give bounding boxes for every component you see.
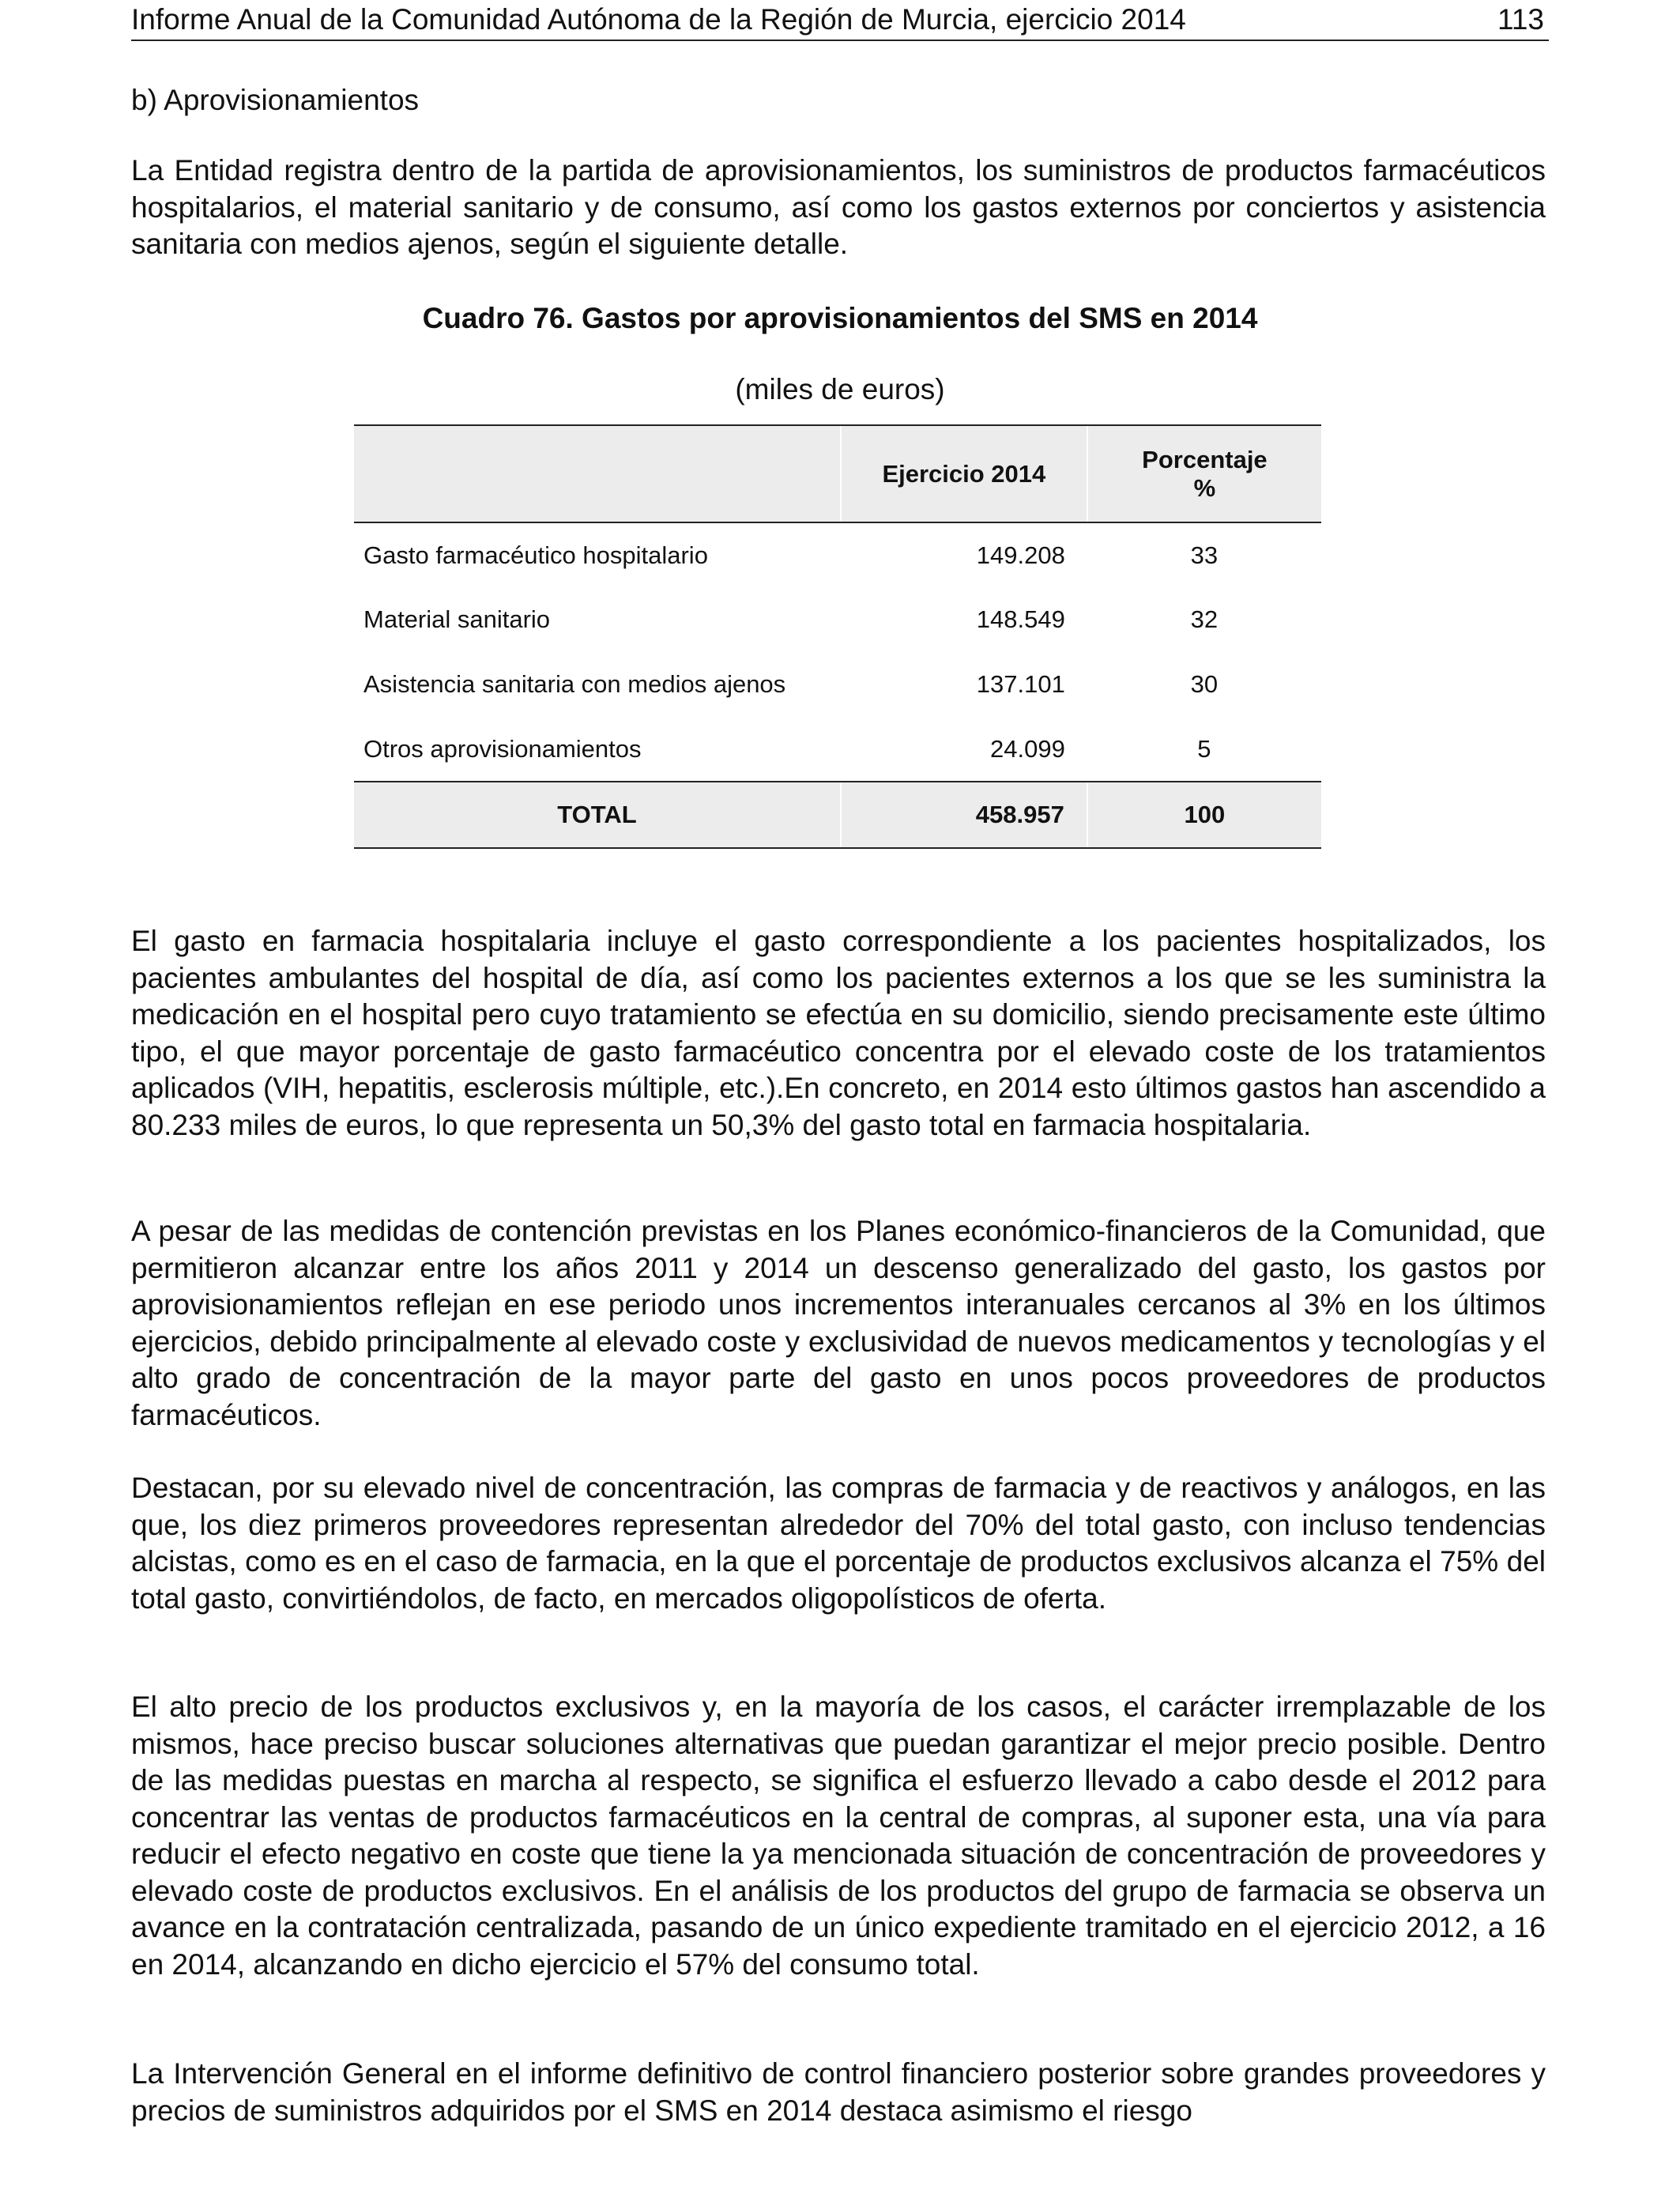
- table-row: [354, 522, 1321, 587]
- row-percentage: 30: [1190, 670, 1219, 698]
- row-percentage: 33: [1190, 541, 1219, 569]
- section-heading: b) Aprovisionamientos: [131, 84, 420, 116]
- total-amount: 458.957: [841, 782, 1087, 848]
- body-paragraph: El alto precio de los productos exclusivos y, en la mayoría de los casos, el carácter irremplazable de los mismos, hace preciso buscar soluciones alternativas que puedan garantizar el mejor precio posible. Dentro de las medidas puestas en marcha al respecto, se significa el esfuerzo llevado a cabo desde el 2012 para concentrar las ventas de productos farmacéuticos en la central de compras, al suponer esta, una vía para reducir el efecto negativo en coste que tiene la ya mencionada situación de concentración de proveedores y elevado coste de productos exclusivos. En el análisis de los productos del grupo de farmacia se observa un avance en la contratación centralizada, pasando de un único expediente tramitado en el ejercicio 2012, a 16 en 2014, alcanzando en dicho ejercicio el 57% del consumo total.: [131, 1691, 1546, 1981]
- row-amount: 24.099: [990, 734, 1065, 763]
- row-concept: Material sanitario: [363, 605, 551, 633]
- body-paragraph: La Intervención General en el informe definitivo de control financiero posterior sobre grandes proveedores y precios de suministros adquiridos por el SMS en 2014 destaca asimismo el riesgo: [131, 2057, 1546, 2127]
- header-pct-line2: %: [1193, 473, 1216, 502]
- table-total-row: [354, 782, 1321, 848]
- table-row: [354, 587, 1321, 652]
- body-paragraph: El gasto en farmacia hospitalaria incluye el gasto correspondiente a los pacientes hospitalizados, los pacientes ambulantes del hospital de día, así como los pacientes externos a los que se les suministra la medicación en el hospital pero cuyo tratamiento se efectúa en su domicilio, siendo precisamente este último tipo, el que mayor porcentaje de gasto farmacéutico concentra por el elevado coste de los tratamientos aplicados (VIH, hepatitis, esclerosis múltiple, etc.).En concreto, en 2014 esto últimos gastos han ascendido a 80.233 miles de euros, lo que representa un 50,3% del gasto total en farmacia hospitalaria.: [131, 925, 1546, 1141]
- expenses-table: [354, 424, 1321, 849]
- row-amount: 137.101: [976, 670, 1065, 698]
- table-unit: (miles de euros): [735, 373, 945, 405]
- header-pct-line1: Porcentaje: [1142, 445, 1268, 473]
- intro-paragraph: La Entidad registra dentro de la partida de aprovisionamientos, los suministros de productos farmacéuticos hospitalarios, el material sanitario y de consumo, así como los gastos externos por conciertos y asistencia sanitaria con medios ajenos, según el siguiente detalle.: [131, 154, 1546, 260]
- table-caption: Cuadro 76. Gastos por aprovisionamientos del SMS en 2014: [422, 302, 1258, 334]
- total-label: TOTAL: [354, 782, 841, 848]
- page-number: 113: [1497, 3, 1544, 36]
- total-percentage: 100: [1087, 782, 1321, 848]
- body-paragraph: Destacan, por su elevado nivel de concentración, las compras de farmacia y de reactivos y análogos, en las que, los diez primeros proveedores representan alrededor del 70% del total gasto, con incluso tendencias alcistas, como es en el caso de farmacia, en la que el porcentaje de productos exclusivos alcanza el 75% del total gasto, convirtiéndolos, de facto, en mercados oligopolísticos de oferta.: [131, 1472, 1546, 1615]
- row-concept: Otros aprovisionamientos: [363, 734, 642, 763]
- header-concept: [354, 425, 841, 522]
- table-row: [354, 652, 1321, 717]
- table-header-row: [354, 425, 1321, 522]
- page-header: [131, 0, 1549, 41]
- header-percentage: [1087, 425, 1321, 522]
- body-paragraph: A pesar de las medidas de contención previstas en los Planes económico-financieros de la Comunidad, que permitieron alcanzar entre los años 2011 y 2014 un descenso generalizado del gasto, los gastos por aprovisionamientos reflejan en ese periodo unos incrementos interanuales cercanos al 3% en los últimos ejercicios, debido principalmente al elevado coste y exclusividad de nuevos medicamentos y tecnologías y el alto grado de concentración de la mayor parte del gasto en unos pocos proveedores de productos farmacéuticos.: [131, 1215, 1546, 1431]
- header-year: Ejercicio 2014: [841, 425, 1087, 522]
- row-concept: Asistencia sanitaria con medios ajenos: [363, 670, 786, 698]
- header-title: Informe Anual de la Comunidad Autónoma de la Región de Murcia, ejercicio 2014: [131, 3, 1186, 36]
- row-amount: 149.208: [976, 541, 1065, 569]
- row-percentage: 5: [1197, 734, 1211, 763]
- row-amount: 148.549: [976, 605, 1065, 633]
- row-concept: Gasto farmacéutico hospitalario: [363, 541, 708, 569]
- row-percentage: 32: [1190, 605, 1219, 633]
- table-row: [354, 717, 1321, 782]
